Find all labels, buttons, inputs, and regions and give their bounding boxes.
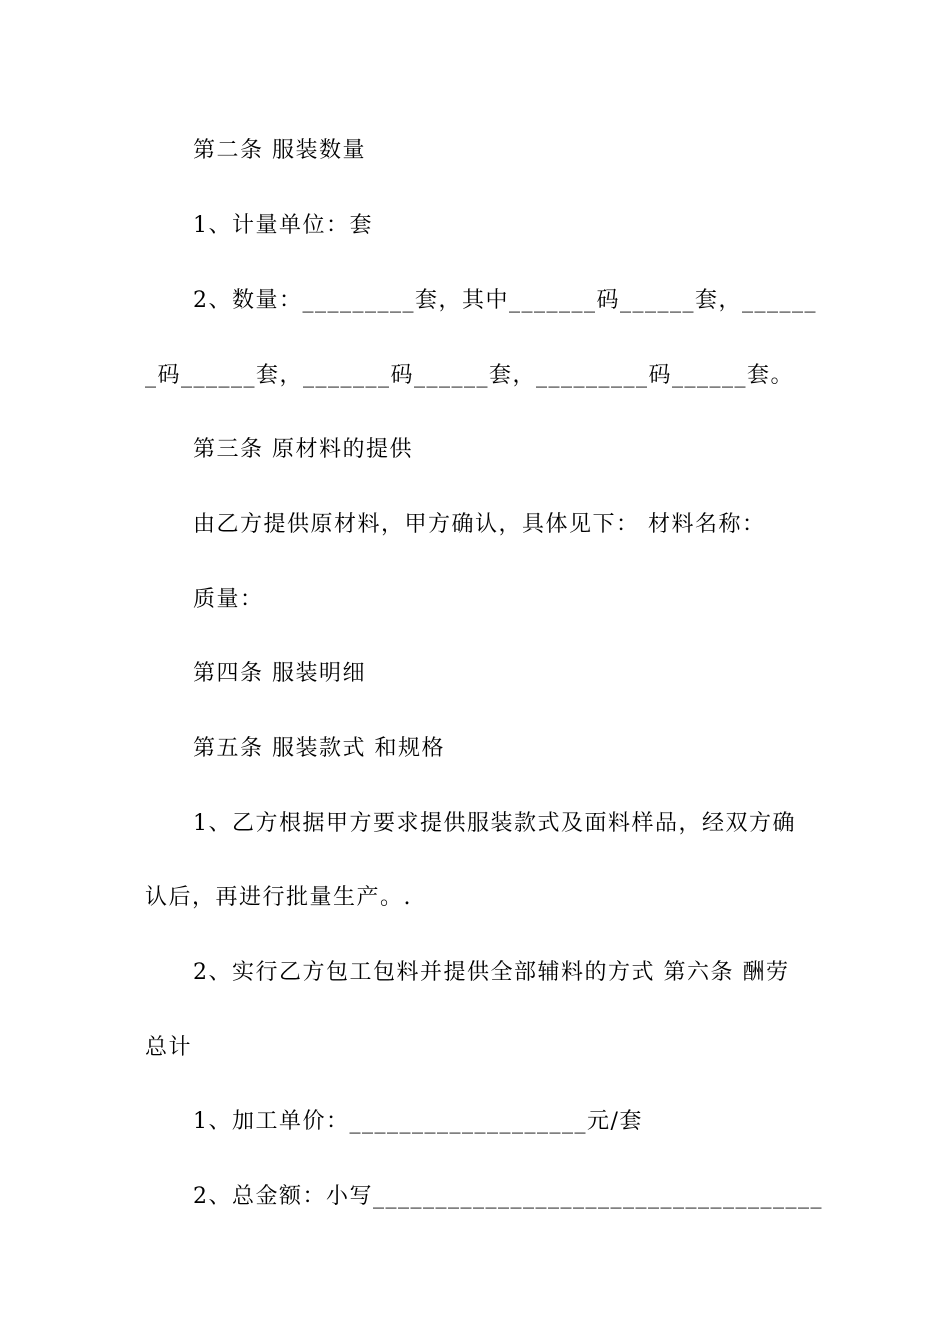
paragraph-line: 总计 — [145, 1035, 193, 1060]
paragraph-line: 2、总金额：小写____________________________________ — [193, 1184, 823, 1209]
paragraph-line: 认后，再进行批量生产。. — [145, 885, 412, 910]
paragraph-line: 质量： — [193, 587, 264, 612]
paragraph-line: 1、乙方根据甲方要求提供服装款式及面料样品，经双方确 — [193, 811, 796, 836]
paragraph-line: 2、实行乙方包工包料并提供全部辅料的方式 第六条 酬劳 — [193, 960, 790, 985]
section-heading: 第五条 服装款式 和规格 — [193, 736, 445, 761]
section-heading: 第三条 原材料的提供 — [193, 437, 413, 462]
paragraph-line: _码______套，_______码______套，_________码______套。 — [145, 363, 795, 388]
paragraph-line: 2、数量：_________套，其中_______码______套，______ — [193, 288, 817, 313]
section-heading: 第四条 服装明细 — [193, 661, 366, 686]
paragraph-line: 由乙方提供原材料，甲方确认，具体见下： 材料名称： — [193, 512, 766, 537]
paragraph-line: 1、加工单价：___________________元/套 — [193, 1109, 643, 1134]
section-heading: 第二条 服装数量 — [193, 138, 366, 163]
paragraph-line: 1、计量单位：套 — [193, 213, 373, 238]
